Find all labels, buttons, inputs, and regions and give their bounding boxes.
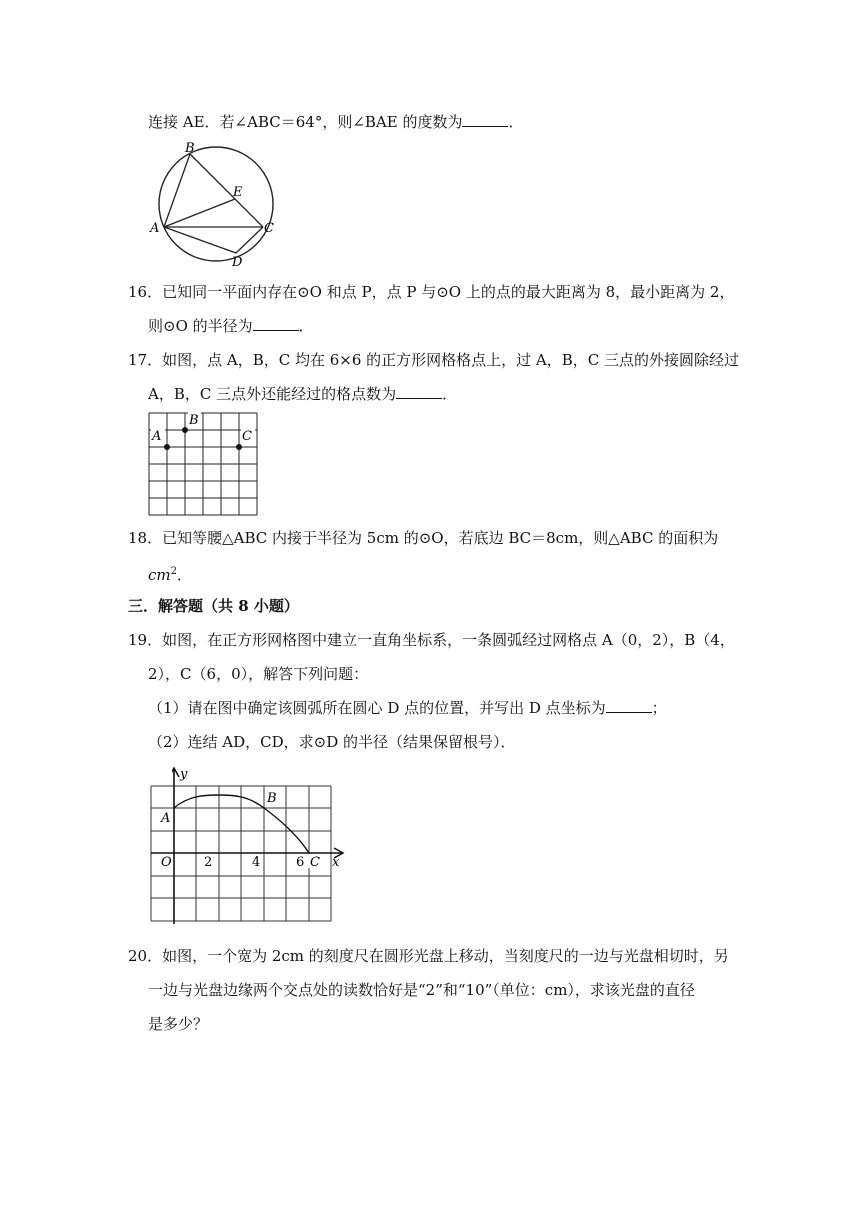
q19-sub2: （2）连结 AD，CD，求⊙D 的半径（结果保留根号）． — [148, 733, 516, 751]
q19-coordinate-figure — [148, 764, 348, 926]
q17-line2-text: A，B，C 三点外还能经过的格点数为 — [148, 385, 397, 403]
q19-sub1 — [148, 698, 667, 718]
q20-line2: 一边与光盘边缘两个交点处的读数恰好是“2”和“10”（单位：cm），求该光盘的直径 — [148, 981, 695, 999]
q18-line1: 18．已知等腰△ABC 内接于半径为 5cm 的⊙O，若底边 BC＝8cm，则△ABC 的面积为 — [128, 529, 719, 547]
q17-line1: 17．如图，点 A，B，C 均在 6×6 的正方形网格格点上，过 A，B，C 三点的外接圆除经过 — [128, 351, 740, 369]
q18-line2 — [148, 562, 192, 585]
q17-end: ． — [442, 385, 458, 403]
segment-ab — [164, 154, 190, 227]
circle-o — [159, 147, 273, 261]
label-c: C — [310, 855, 320, 870]
q17-line2 — [148, 384, 457, 404]
q18-end: ． — [177, 566, 193, 584]
q15-tail-text: 连接 AE．若∠ABC＝64°，则∠BAE 的度数为 — [148, 113, 463, 131]
label-b: B — [267, 791, 277, 806]
grid-6x6 — [149, 413, 257, 515]
q16-line2 — [148, 316, 314, 336]
q16-line2-text: 则⊙O 的半径为 — [148, 317, 253, 335]
label-a: A — [150, 221, 160, 236]
q18-unit-sup: 2 — [170, 566, 177, 577]
label-a: A — [161, 811, 171, 826]
q16-line1: 16．已知同一平面内存在⊙O 和点 P，点 P 与⊙O 上的点的最大距离为 8，最小距离为 2， — [128, 283, 735, 301]
point-a — [164, 444, 170, 450]
q16-end: ． — [298, 317, 314, 335]
label-d: D — [232, 255, 243, 270]
tick-4: 4 — [252, 855, 261, 870]
q17-answer-blank — [396, 384, 442, 399]
segment-ae — [164, 199, 235, 227]
q15-answer-blank — [462, 112, 508, 127]
section3-heading: 三．解答题（共 8 小题） — [128, 597, 299, 615]
q16-answer-blank — [253, 316, 299, 331]
q19-answer-blank — [606, 698, 652, 713]
label-o: O — [161, 855, 172, 870]
label-b: B — [185, 141, 195, 156]
segment-bc — [190, 154, 263, 227]
q17-grid-figure — [148, 408, 264, 518]
q19-line1: 19．如图，在正方形网格图中建立一直角坐标系，一条圆弧经过网格点 A（0，2），B（4， — [128, 631, 735, 649]
q18-unit: cm — [148, 566, 171, 584]
q15-end: ． — [508, 113, 524, 131]
label-c: C — [242, 429, 252, 444]
q15-circle-figure — [148, 140, 280, 270]
q19-sub1-text: （1）请在图中确定该圆弧所在圆心 D 点的位置，并写出 D 点坐标为 — [148, 699, 606, 717]
q19-sub1-end: ； — [651, 699, 667, 717]
segment-ad — [164, 227, 236, 253]
y-label-bg — [160, 768, 172, 782]
label-b: B — [189, 413, 199, 428]
q19-line2: 2），C（6，0），解答下列问题： — [148, 665, 369, 683]
segment-dc — [236, 227, 263, 253]
point-c — [236, 444, 242, 450]
label-a: A — [152, 429, 162, 444]
point-b — [182, 427, 188, 433]
tick-2: 2 — [204, 855, 213, 870]
x-axis-label: x — [332, 855, 340, 870]
q20-line3: 是多少？ — [148, 1015, 209, 1033]
q20-line1: 20．如图，一个宽为 2cm 的刻度尺在圆形光盘上移动，当刻度尺的一边与光盘相切时，另 — [128, 947, 729, 965]
tick-6: 6 — [296, 855, 305, 870]
y-axis-label: y — [180, 767, 188, 782]
q15-text — [148, 112, 523, 132]
label-c: C — [264, 221, 274, 236]
label-e: E — [233, 185, 243, 200]
